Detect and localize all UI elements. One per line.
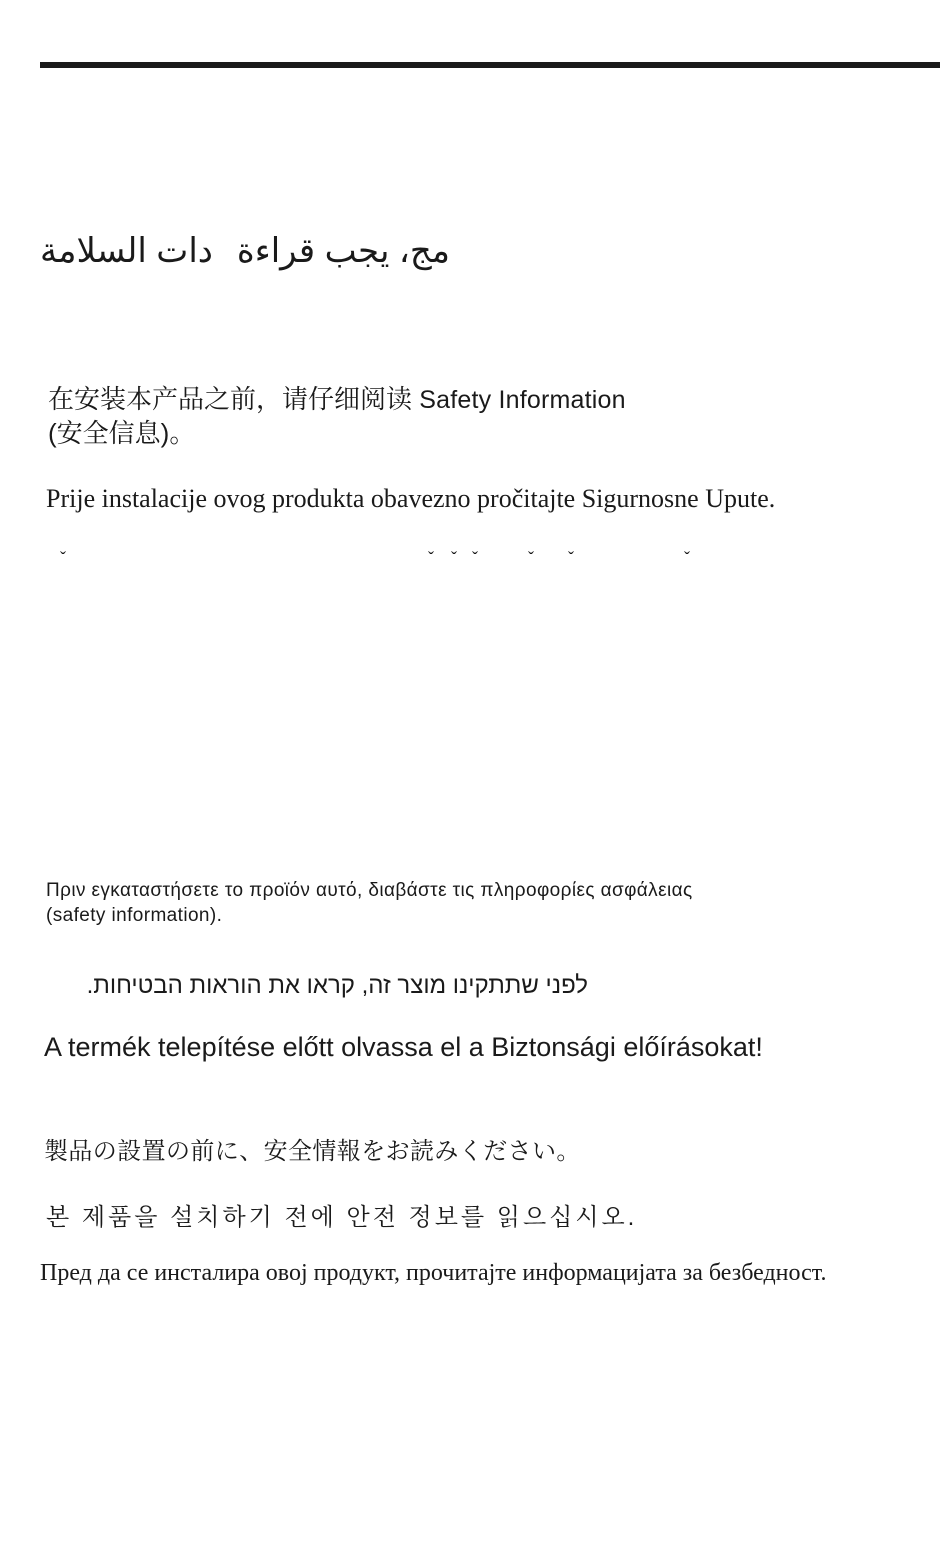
greek-safety-notice-line-2: (safety information). [46, 905, 223, 926]
caron-mark: ˇ [451, 548, 457, 568]
chinese-safety-notice-line-2: (安全信息)。 [48, 418, 196, 448]
arabic-safety-notice [40, 226, 450, 276]
chinese-safety-notice-cjk: 在安装本产品之前，请仔细阅读 [48, 384, 413, 414]
korean-safety-notice: 본 제품을 설치하기 전에 안전 정보를 읽으십시오. [46, 1204, 638, 1231]
chinese-safety-notice-line-1 [48, 383, 626, 417]
caron-mark: ˇ [684, 548, 690, 568]
caron-marks-row [60, 548, 700, 568]
hebrew-safety-notice: לפני שתתקינו מוצר זה, קראו את הוראות הבטיחות. [86, 972, 588, 999]
japanese-safety-notice: 製品の設置の前に、安全情報をお読みください。 [44, 1138, 581, 1165]
arabic-safety-notice-part-right: مج، يجب قراءة [236, 232, 450, 270]
arabic-safety-notice-part-left: دات السلامة [40, 232, 213, 270]
caron-mark: ˇ [60, 548, 66, 568]
top-rule [40, 62, 940, 68]
caron-mark: ˇ [568, 548, 574, 568]
hungarian-safety-notice: A termék telepítése előtt olvassa el a Biztonsági előírásokat! [44, 1032, 763, 1062]
croatian-safety-notice: Prije instalacije ovog produkta obavezno pročitajte Sigurnosne Upute. [46, 484, 776, 513]
greek-safety-notice [46, 878, 693, 928]
macedonian-safety-notice: Пред да се инсталира овој продукт, прочитајте информацијата за безбедност. [40, 1260, 827, 1286]
caron-mark: ˇ [528, 548, 534, 568]
chinese-safety-notice-latin: Safety Information [419, 386, 626, 414]
greek-safety-notice-line-1: Πριν εγκαταστήσετε το προϊόν αυτό, διαβάστε τις πληροφορίες ασφάλειας [46, 880, 693, 901]
caron-mark: ˇ [472, 548, 478, 568]
chinese-safety-notice [48, 383, 626, 450]
caron-mark: ˇ [428, 548, 434, 568]
